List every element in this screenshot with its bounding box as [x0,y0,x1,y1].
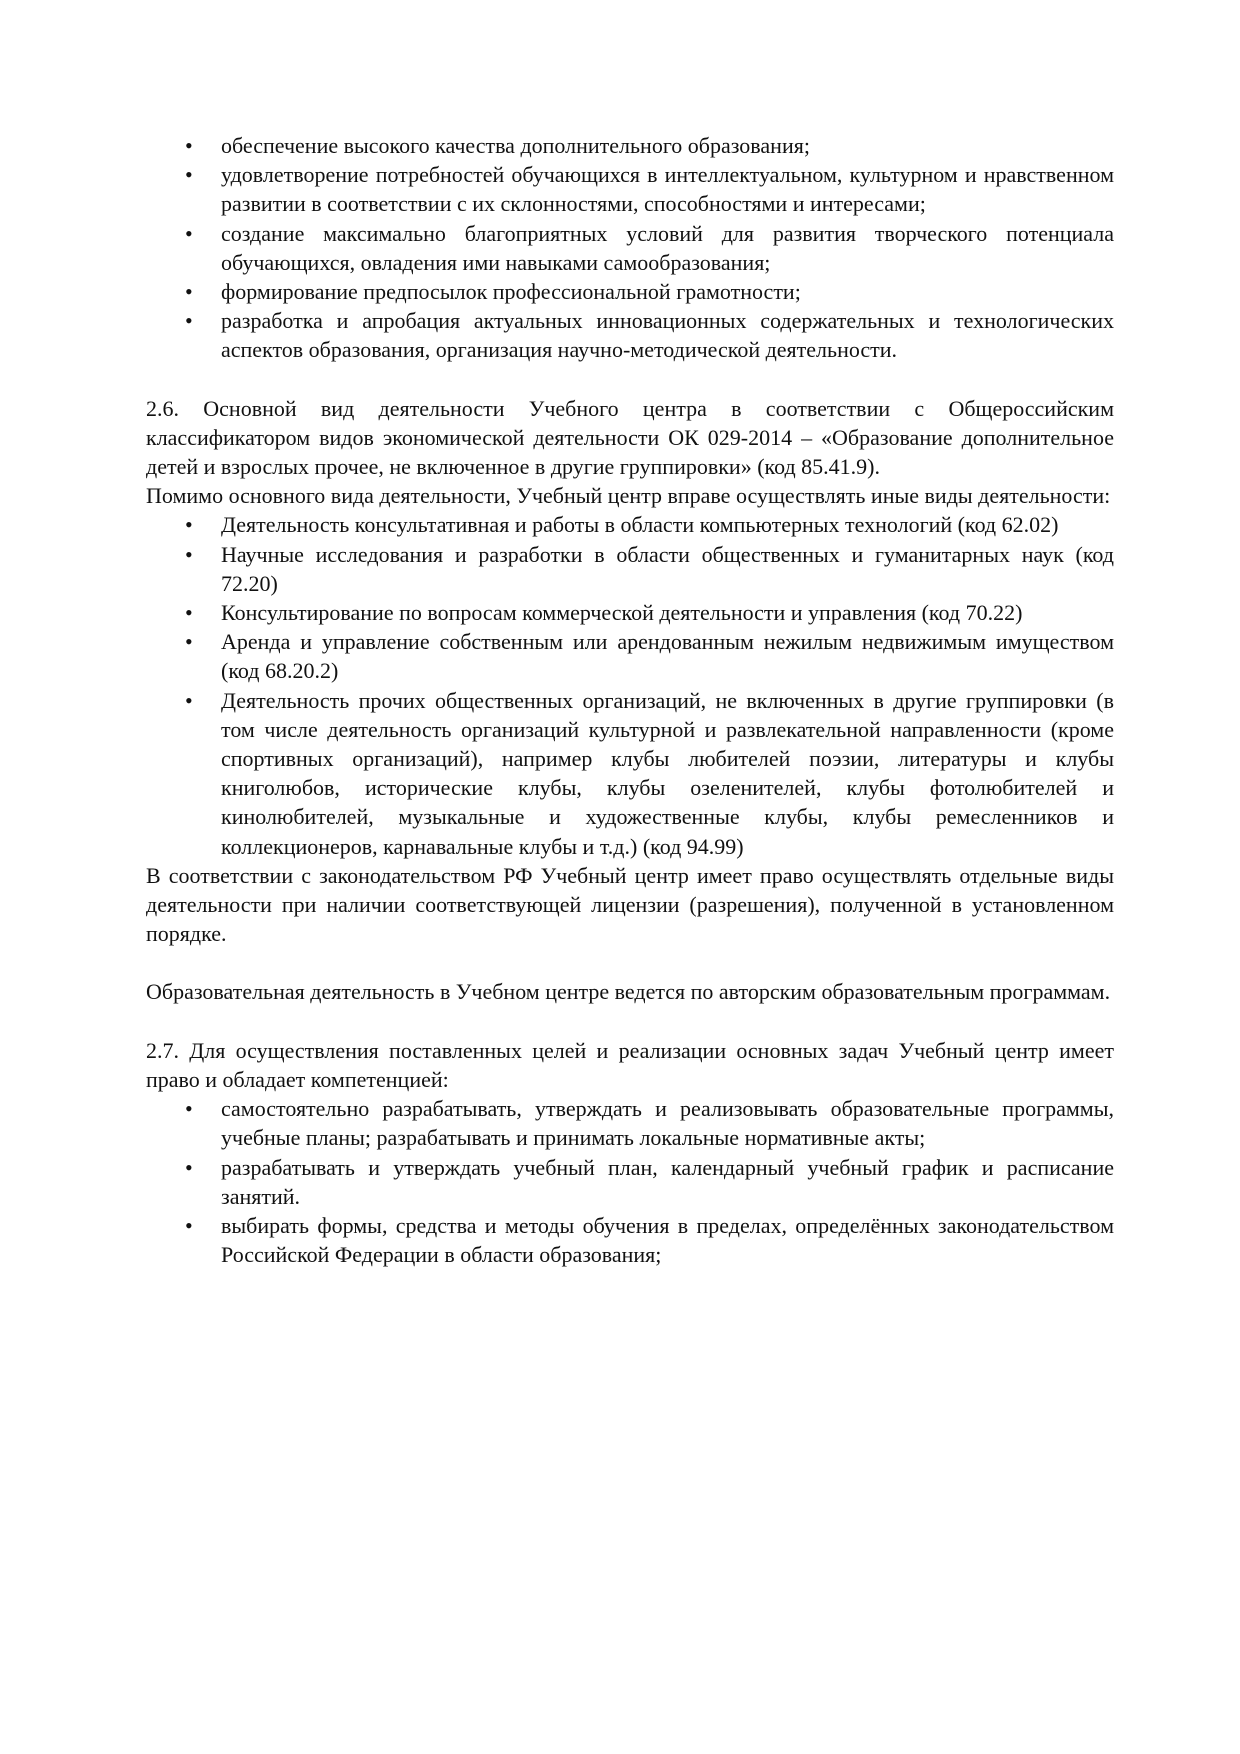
list-item [146,160,1114,218]
list-item-text: разработка и апробация актуальных инновационных содержательных и технологических аспектов образования, организация научно-методической деятельности. [221,308,1114,363]
list-item-text: разрабатывать и утверждать учебный план, календарный учебный график и расписание занятий. [221,1154,1114,1209]
list-item-text: Деятельность прочих общественных организаций, не включенных в другие группировки (в том числе деятельность организаций культурной и развлекательной направленности (кроме спортивных организаций), например клубы любителей поэзии, литературы и клубы книголюбов, исторические клубы, клубы озеленителей, клубы фотолюбителей и кинолюбителей, музыкальные и художественные клубы, клубы ремесленников и коллекционеров, карнавальные клубы и т.д.) (код 94.99) [221,687,1114,859]
list-item [146,1211,1114,1269]
list-item-text: Аренда и управление собственным или арендованным нежилым недвижимым имуществом (код 68.20.2) [221,629,1114,684]
bullet-icon: • [185,1154,193,1180]
document-page [146,131,1114,1269]
list-item-text: удовлетворение потребностей обучающихся в интеллектуальном, культурном и нравственном развитии в соответствии с их склонностями, способностями и интересами; [221,162,1114,217]
bullet-icon: • [185,220,193,246]
list-item [146,598,1114,627]
list-item-text: выбирать формы, средства и методы обучения в пределах, определённых законодательством Российской Федерации в области образования; [221,1212,1114,1268]
programs-paragraph: Образовательная деятельность в Учебном центре ведется по авторским образовательным программам. [146,979,1111,1005]
list-item-text: Деятельность консультативная и работы в области компьютерных технологий (код 62.02) [221,512,1059,538]
list-item [146,306,1114,364]
paragraph-spacer [146,948,1114,977]
bullet-icon: • [185,512,193,538]
bullet-icon: • [185,1096,193,1122]
license-paragraph: В соответствии с законодательством РФ Учебный центр имеет право осуществлять отдельные виды деятельности при наличии соответствующей лицензии (разрешения), полученной в установленном порядке. [146,862,1114,947]
list-item-text: Научные исследования и разработки в области общественных и гуманитарных наук (код 72.20) [221,541,1114,596]
list-item-text: обеспечение высокого качества дополнительного образования; [221,133,810,158]
bullet-icon: • [185,279,193,305]
bullet-icon: • [185,600,193,626]
list-item [146,686,1114,861]
bullet-icon: • [185,541,193,567]
bullet-icon: • [185,133,193,158]
list-item [146,540,1114,598]
list-item-text: Консультирование по вопросам коммерческой деятельности и управления (код 70.22) [221,600,1023,626]
list-item-text: создание максимально благоприятных условий для развития творческого потенциала обучающихся, овладения ими навыками самообразования; [221,220,1114,275]
bullet-icon: • [185,308,193,334]
list-item [146,277,1114,306]
bullet-icon: • [185,629,193,655]
list-item [146,1153,1114,1211]
bullet-icon: • [185,1212,193,1238]
paragraph-spacer [146,1007,1114,1036]
goals-list [146,131,1114,365]
competence-list [146,1094,1114,1269]
bullet-icon: • [185,162,193,188]
list-item [146,131,1114,160]
other-activities-intro: Помимо основного вида деятельности, Учебный центр вправе осуществлять иные виды деятельности: [146,483,1111,509]
bullet-icon: • [185,687,193,713]
list-item [146,219,1114,277]
paragraph-spacer [146,365,1114,394]
section-2-7-paragraph: 2.7. Для осуществления поставленных целей и реализации основных задач Учебный центр имеет право и обладает компетенцией: [146,1037,1114,1092]
section-2-6-paragraph: 2.6. Основной вид деятельности Учебного центра в соответствии с Общероссийским классификатором видов экономической деятельности ОК 029-2014 – «Образование дополнительное детей и взрослых прочее, не включенное в другие группировки» (код 85.41.9). [146,395,1114,480]
list-item-text: самостоятельно разрабатывать, утверждать и реализовывать образовательные программы, учебные планы; разрабатывать и принимать локальные нормативные акты; [221,1096,1114,1151]
list-item [146,627,1114,685]
list-item [146,510,1114,539]
list-item [146,1094,1114,1152]
list-item-text: формирование предпосылок профессиональной грамотности; [221,279,801,305]
other-activities-list [146,510,1114,860]
